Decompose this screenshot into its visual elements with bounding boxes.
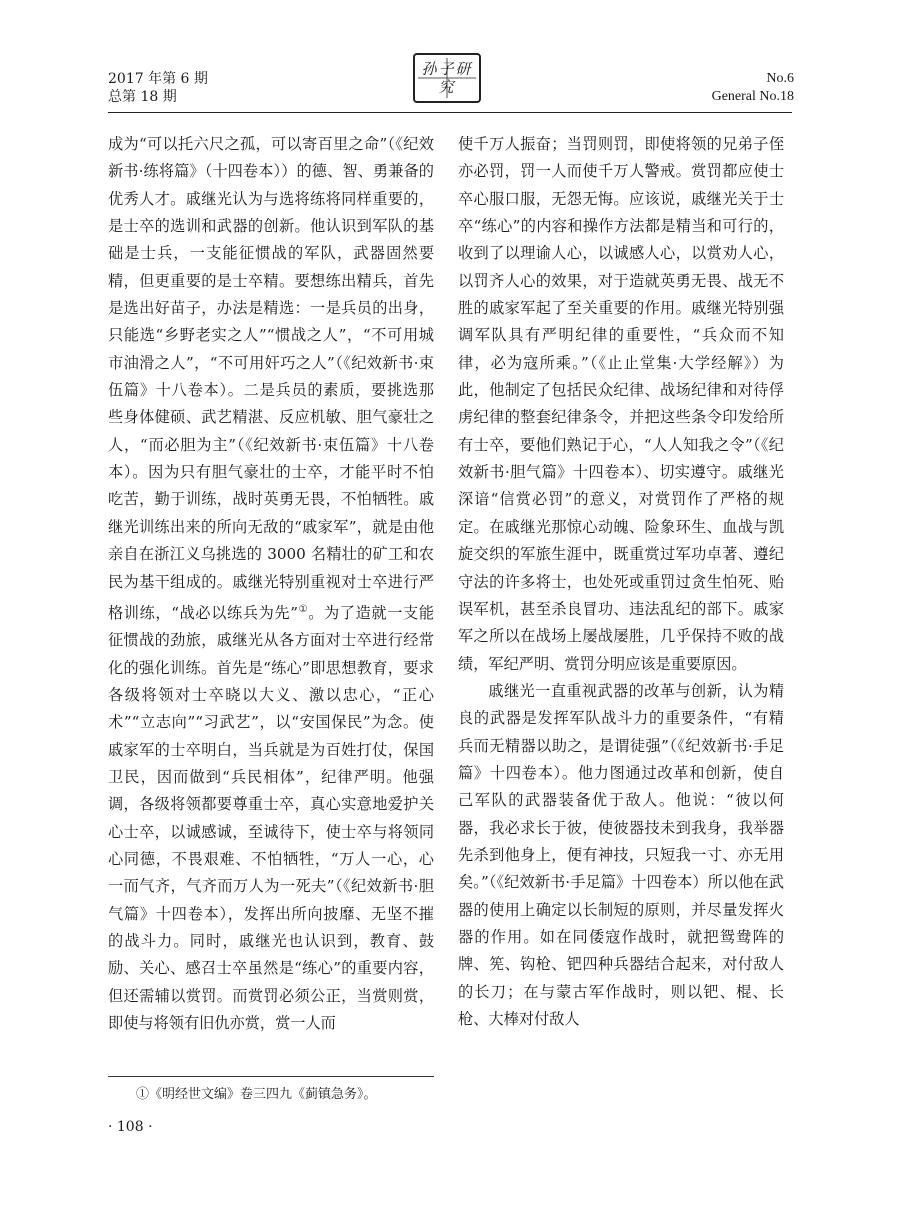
body-paragraph: 使千万人振奋；当罚则罚，即使将领的兄弟子侄亦必罚，罚一人而使千万人警戒。赏罚都应使士卒心服口服，无怨无悔。应该说，戚继光关于士卒“练心”的内容和操作方法都是精当和可行的，收到了以理谕人心，以诚感人心，以赏劝人心，以罚齐人心的效果，对于造就英勇无畏、战无不胜的戚家军起了至关重要的作用。戚继光特别强调军队具有严明纪律的重要性，“兵众而不知律，必为寇所乘。”（《止止堂集·大学经解》）为此，他制定了包括民众纪律、战场纪律和对待俘虏纪律的整套纪律条令，并把这些条令印发给所有士卒，要他们熟记于心，“人人知我之令”（《纪效新书·胆气篇》十四卷本）、切实遵守。戚继光深谙“信赏必罚”的意义，对赏罚作了严格的规定。在戚继光那惊心动魄、险象环生、血战与凯旋交织的军旅生涯中，既重赏过军功卓著、遵纪守法的许多将士，也处死或重罚过贪生怕死、贻误军机，甚至杀良冒功、违法乱纪的部下。戚家军之所以在战场上屡战屡胜，几乎保持不败的战绩，军纪严明、赏罚分明应该是重要原因。 <box>458 135 784 673</box>
issue-year-number: 2017 年第 6 期 <box>108 71 208 87</box>
body-paragraph: 戚继光一直重视武器的改革与创新，认为精良的武器是发挥军队战斗力的重要条件，“有精兵而无精器以助之，是谓徒强”（《纪效新书·手足篇》十四卷本）。他力图通过改革和创新，使自己军队的武器装备优于敌人。他说：“彼以何器，我必求长于彼，使彼器技未到我身，我举器先杀到他身上，便有神技，只短我一寸、亦无用矣。”（《纪效新书·手足篇》十四卷本）所以他在武器的使用上确定以长制短的原则，并尽量发挥火器的作用。如在同倭寇作战时，就把鸳鸯阵的牌、筅、钩枪、钯四种兵器结合起来，对付敌人的长刀；在与蒙古军作战时，则以钯、棍、长枪、大棒对付敌人 <box>458 681 784 1028</box>
general-number-en: General No.18 <box>711 89 794 104</box>
paragraph-text: 成为“可以托六尺之孤，可以寄百里之命”（《纪效新书·练将篇》（十四卷本））的德、智、勇兼备的优秀人才。戚继光认为与选将练将同样重要的，是士卒的选训和武器的创新。他认识到军队的基础是士兵，一支能征惯战的军队，武器固然要精，但更重要的是士卒精。要想练出精兵，首先是选出好苗子，办法是精选：一是兵员的出身，只能选“乡野老实之人”“惯战之人”，“不可用城市油滑之人”，“不可用奸巧之人”（《纪效新书·束伍篇》十八卷本）。二是兵员的素质，要挑选那些身体健硕、武艺精湛、反应机敏、胆气豪壮之人，“而必胆为主”（《纪效新书·束伍篇》十八卷本）。因为只有胆气豪壮的士卒，才能平时不怕吃苦，勤于训练，战时英勇无畏，不怕牺牲。戚继光训练出来的所向无敌的“戚家军”，就是由他亲自在浙江义乌挑选的 3000 名精壮的矿工和农民为基干组成的。戚继光特别重视对士卒进行严格训练，“战必以练兵为先” <box>108 135 434 622</box>
journal-logo-text: 孙子研究 <box>421 60 473 96</box>
footnote: ①《明经世文编》卷三四九《蓟镇急务》。 <box>136 1087 377 1102</box>
journal-issue-info-en <box>712 70 794 106</box>
footnote-ref: ① <box>297 603 309 615</box>
footnote-rule <box>108 1076 434 1077</box>
issue-total-number: 总第 18 期 <box>108 89 177 105</box>
issue-number-en: No.6 <box>766 71 794 86</box>
right-column <box>458 131 784 1033</box>
header-rule <box>108 112 792 113</box>
page-number: · 108 · <box>108 1119 153 1135</box>
body-paragraph <box>108 131 434 1037</box>
journal-issue-info <box>108 70 208 106</box>
paragraph-text: 。为了造就一支能征惯战的劲旅，戚继光从各方面对士卒进行经常化的强化训练。首先是“练心”即思想教育，要求各级将领对士卒晓以大义、激以忠心，“正心术”“立志向”“习武艺”，以“安国保民”为念。使戚家军的士卒明白，当兵就是为百姓打仗，保国卫民，因而做到“兵民相体”，纪律严明。他强调，各级将领都要尊重士卒，真心实意地爱护关心士卒，以诚感诚，至诚待下，使士卒与将领同心同德，不畏艰难、不怕牺牲，“万人一心，心一而气齐，气齐而万人为一死夫”（《纪效新书·胆气篇》十四卷本），发挥出所向披靡、无坚不摧的战斗力。同时，戚继光也认识到，教育、鼓励、关心、感召士卒虽然是“练心”的重要内容，但还需辅以赏罚。而赏罚必须公正，当赏则赏，即使与将领有旧仇亦赏，赏一人而 <box>108 603 435 1033</box>
left-column <box>108 131 434 1037</box>
